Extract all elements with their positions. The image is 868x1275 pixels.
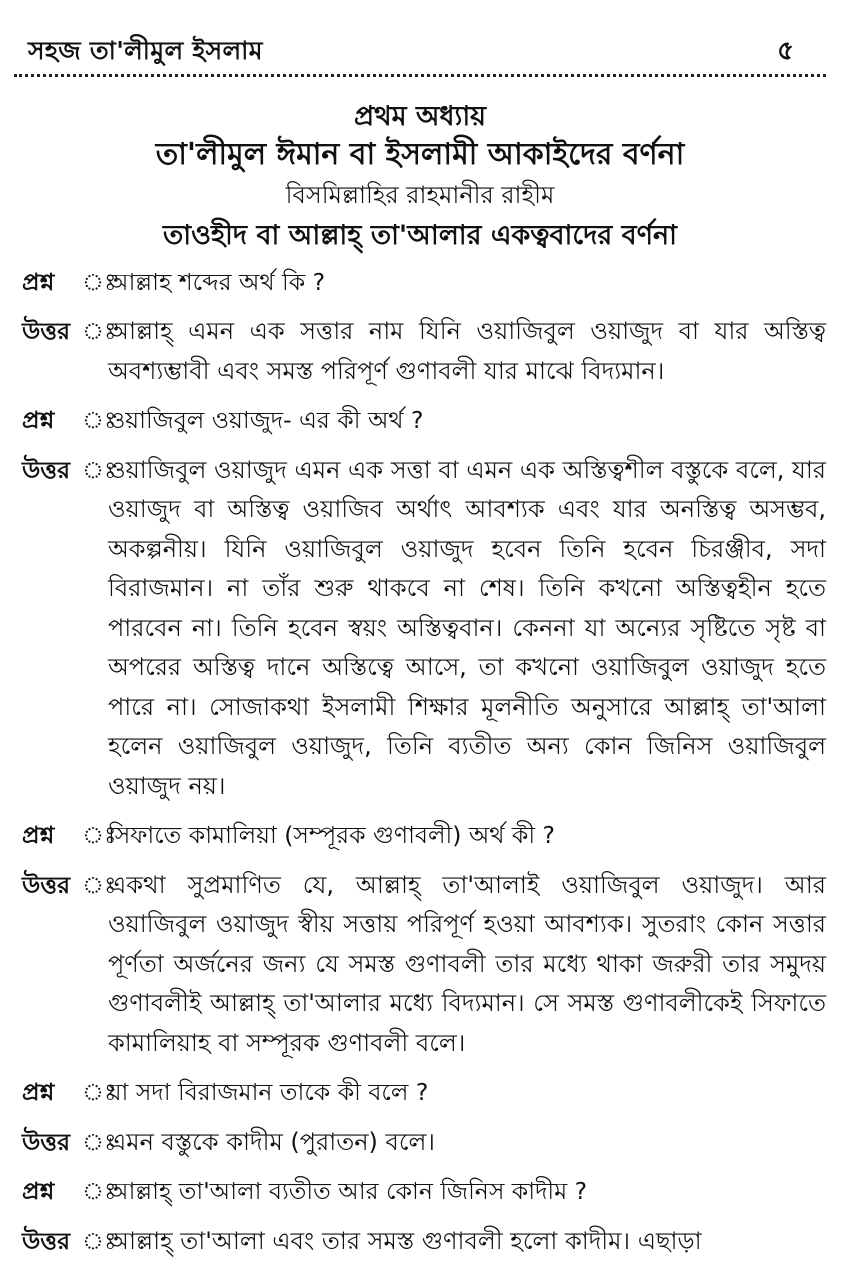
running-title: সহজ তা'লীমুল ইসলাম — [28, 36, 263, 65]
question-entry — [14, 1172, 826, 1212]
answer-label: উত্তর — [22, 455, 71, 484]
question-entry — [14, 401, 826, 441]
answer-text: একথা সুপ্রমাণিত যে, আল্লাহ্ তা'আলাই ওয়াজিবুল ওয়াজুদ। আর ওয়াজিবুল ওয়াজুদ স্বীয় সত্তায় পরিপূর্ণ হওয়া আবশ্যক। সুতরাং কোন সত্তার পূর্ণতা অর্জনের জন্য যে সমস্ত গুণাবলী তার মধ্যে থাকা জরুরী তার সমুদয় গুণাবলীই আল্লাহ্ তা'আলার মধ্যে বিদ্যমান। সে সমস্ত গুণাবলীকেই সিফাতে কামালিয়াহ বা সম্পূরক গুণাবলী বলে। — [108, 870, 826, 1057]
label-separator: ঃ — [82, 317, 117, 346]
answer-text: এমন বস্তুকে কাদীম (পুরাতন) বলে। — [108, 1127, 436, 1156]
label-separator: ঃ — [82, 1127, 117, 1156]
answer-entry — [14, 451, 826, 807]
running-header — [14, 38, 826, 77]
question-entry — [14, 1073, 826, 1113]
section-title: তাওহীদ বা আল্লাহ্ তা'আলার একত্ববাদের বর্ণনা — [163, 220, 677, 252]
question-text: আল্লাহ্ তা'আলা ব্যতীত আর কোন জিনিস কাদীম ? — [108, 1177, 588, 1206]
label-separator: ঃ — [82, 1177, 117, 1206]
question-text: ওয়াজিবুল ওয়াজুদ- এর কী অর্থ ? — [108, 406, 424, 435]
chapter-label: প্রথম অধ্যায় — [353, 101, 487, 132]
label-separator: ঃ — [82, 406, 117, 435]
answer-text: আল্লাহ্ তা'আলা এবং তার সমস্ত গুণাবলী হলো কাদীম। এছাড়া — [108, 1226, 702, 1255]
answer-label: উত্তর — [22, 317, 71, 346]
answer-label: উত্তর — [22, 1226, 71, 1255]
question-label: প্রশ্ন — [22, 267, 55, 296]
page-number: ৫ — [777, 36, 794, 66]
question-entry — [14, 263, 826, 303]
answer-text: ওয়াজিবুল ওয়াজুদ এমন এক সত্তা বা এমন এক অস্তিত্বশীল বস্তুকে বলে, যার ওয়াজুদ বা অস্তিত্ব ওয়াজিব অর্থাৎ আবশ্যক এবং যার অনস্তিত্ব অসম্ভব, অকল্পনীয়। যিনি ওয়াজিবুল ওয়াজুদ হবেন তিনি হবেন চিরঞ্জীব, সদা বিরাজমান। না তাঁর শুরু থাকবে না শেষ। তিনি কখনো অস্তিত্বহীন হতে পারবেন না। তিনি হবেন স্বয়ং অস্তিত্ববান। কেননা যা অন্যের সৃষ্টিতে সৃষ্ট বা অপরের অস্তিত্ব দানে অস্তিত্বে আসে, তা কখনো ওয়াজিবুল ওয়াজুদ হতে পারে না। সোজাকথা ইসলামী শিক্ষার মূলনীতি অনুসারে আল্লাহ্ তা'আলা হলেন ওয়াজিবুল ওয়াজুদ, তিনি ব্যতীত অন্য কোন জিনিস ওয়াজিবুল ওয়াজুদ নয়। — [108, 455, 826, 800]
question-label: প্রশ্ন — [22, 1078, 55, 1107]
label-separator: ঃ — [82, 267, 117, 296]
answer-entry — [14, 312, 826, 391]
answer-label: উত্তর — [22, 1127, 71, 1156]
answer-entry — [14, 1222, 826, 1262]
question-label: প্রশ্ন — [22, 406, 55, 435]
question-entry — [14, 816, 826, 856]
label-separator: ঃ — [82, 821, 117, 850]
question-text: সিফাতে কামালিয়া (সম্পূরক গুণাবলী) অর্থ কী ? — [108, 821, 555, 850]
label-separator: ঃ — [82, 1078, 117, 1107]
answer-text: আল্লাহ্ এমন এক সত্তার নাম যিনি ওয়াজিবুল ওয়াজুদ বা যার অস্তিত্ব অবশ্যম্ভাবী এবং সমস্ত পরিপূর্ণ গুণাবলী যার মাঝে বিদ্যমান। — [108, 317, 826, 385]
answer-label: উত্তর — [22, 870, 71, 899]
question-label: প্রশ্ন — [22, 821, 55, 850]
bismillah-line: বিসমিল্লাহির রাহমানীর রাহীম — [285, 181, 555, 210]
question-label: প্রশ্ন — [22, 1177, 55, 1206]
question-text: যা সদা বিরাজমান তাকে কী বলে ? — [108, 1078, 429, 1107]
label-separator: ঃ — [82, 1226, 117, 1255]
label-separator: ঃ — [82, 870, 117, 899]
answer-entry — [14, 866, 826, 1064]
question-text: আল্লাহ শব্দের অর্থ কি ? — [108, 267, 326, 296]
chapter-title: তা'লীমুল ঈমান বা ইসলামী আকাইদের বর্ণনা — [155, 137, 685, 173]
label-separator: ঃ — [82, 455, 117, 484]
answer-entry — [14, 1123, 826, 1163]
